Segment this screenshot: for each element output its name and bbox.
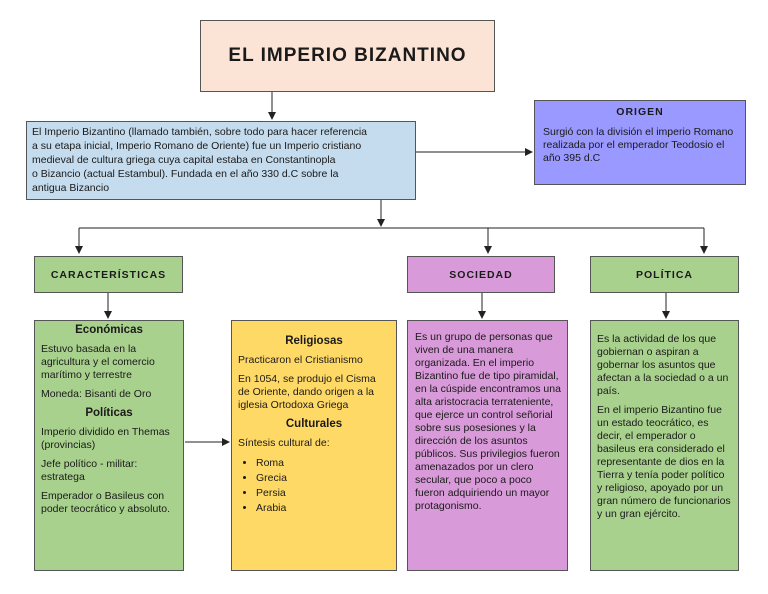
origen-header: ORIGEN bbox=[616, 106, 664, 118]
religiosas-title: Religiosas bbox=[285, 335, 343, 347]
economicas-text: Estuvo basada en la agricultura y el comercio marítimo y terrestre bbox=[41, 343, 155, 381]
politicas-title: Políticas bbox=[85, 407, 133, 419]
politica-text-2: En el imperio Bizantino fue un estado teocrático, es decir, el emperador o basileus era considerado el representante de dios en la Tierra y tenía poder político y religioso, apoyado por un gran número de funcionarios y un gran ejército. bbox=[597, 404, 731, 520]
list-item: • Roma bbox=[256, 456, 390, 471]
origen-box bbox=[534, 100, 746, 185]
list-item: • Grecia bbox=[256, 471, 390, 486]
politicas-text-3: Emperador o Basileus con poder teocrático y absoluto. bbox=[41, 490, 170, 515]
politicas-text-2: Jefe político - militar: estratega bbox=[41, 458, 138, 483]
sociedad-header bbox=[407, 256, 555, 293]
intro-line: antigua Bizancio bbox=[32, 182, 110, 194]
politica-text-1: Es la actividad de los que gobiernan o aspiran a gobernar los asuntos que afectan a la sociedad o a un país. bbox=[597, 333, 729, 397]
intro-box bbox=[26, 121, 416, 200]
culturales-list bbox=[238, 456, 390, 516]
economicas-title: Económicas bbox=[75, 324, 143, 336]
sociedad-text: Es un grupo de personas que viven de una manera organizada. En el imperio Bizantino fue de tipo piramidal, en la cúspide encontramos una alta aristocracia terrateniente, que ejerce un control señorial sobre sus posesiones y la dirección de los asuntos públicos. Sus privilegios fueron amenazados por un clero secular, que poco a poco fueron adquiriendo un mayor protagonismo. bbox=[415, 331, 561, 512]
politica-header-label: POLÍTICA bbox=[636, 268, 693, 281]
caracteristicas-header bbox=[34, 256, 183, 293]
list-item: • Persia bbox=[256, 486, 390, 501]
politica-box bbox=[590, 320, 739, 571]
intro-line: o Bizancio (actual Estambul). Fundada en el año 330 d.C sobre la bbox=[32, 168, 339, 180]
origen-text: Surgió con la división el imperio Romano realizada por el emperador Teodosio el año 395 d.C bbox=[543, 126, 734, 164]
intro-line: El Imperio Bizantino (llamado también, sobre todo para hacer referencia bbox=[32, 126, 368, 138]
caracteristicas-header-label: CARACTERÍSTICAS bbox=[50, 268, 167, 281]
religiosas-culturales-box bbox=[231, 320, 397, 571]
religiosas-text-2: En 1054, se produjo el Cisma de Oriente, dando origen a la iglesia Ortodoxa Griega bbox=[238, 373, 376, 411]
page-title: EL IMPERIO BIZANTINO bbox=[228, 45, 467, 66]
intro-line: a su etapa inicial, Imperio Romano de Oriente) fue un Imperio cristiano bbox=[32, 140, 362, 152]
culturales-text: Síntesis cultural de: bbox=[238, 437, 330, 449]
sociedad-box bbox=[407, 320, 568, 571]
moneda-text: Moneda: Bisanti de Oro bbox=[41, 388, 152, 400]
economicas-politicas-box bbox=[34, 320, 184, 571]
sociedad-header-label: SOCIEDAD bbox=[449, 268, 513, 281]
religiosas-text-1: Practicaron el Cristianismo bbox=[238, 354, 363, 366]
intro-line: medieval de cultura griega cuya capital estaba en Constantinopla bbox=[32, 154, 336, 166]
politica-header bbox=[590, 256, 739, 293]
title-box bbox=[200, 20, 495, 92]
list-item: • Arabia bbox=[256, 501, 390, 516]
politicas-text-1: Imperio dividido en Themas (provincias) bbox=[41, 426, 170, 451]
culturales-title: Culturales bbox=[285, 418, 343, 430]
